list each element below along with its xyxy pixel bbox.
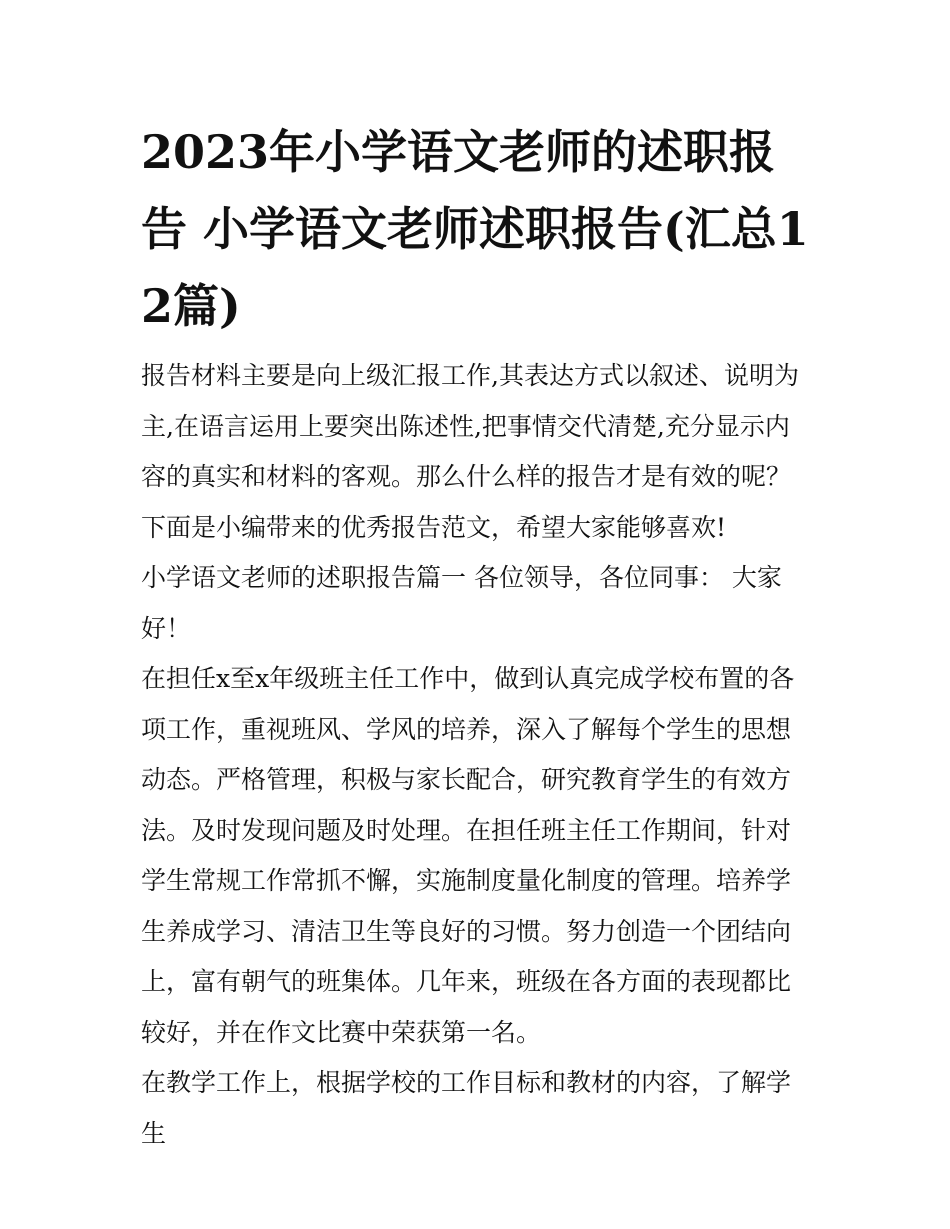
document-title: 2023年小学语文老师的述职报告 小学语文老师述职报告(汇总12篇) (141, 125, 809, 333)
section-heading-paragraph: 小学语文老师的述职报告篇一 各位领导，各位同事： 大家好！ (141, 563, 782, 643)
document-content (141, 114, 813, 1159)
document-body (141, 351, 813, 1159)
teaching-work-paragraph: 在教学工作上，根据学校的工作目标和教材的内容，了解学生 (141, 1068, 792, 1148)
class-teacher-paragraph: 在担任x至x年级班主任工作中，做到认真完成学校布置的各项工作，重视班风、学风的培养，深入了解每个学生的思想动态。严格管理，积极与家长配合，研究教育学生的有效方法。及时发现问题及时处理。在担任班主任工作期间，针对学生常规工作常抓不懈，实施制度量化制度的管理。培养学生养成学习、清洁卫生等良好的习惯。努力创造一个团结向上，富有朝气的班集体。几年来，班级在各方面的表现都比较好，并在作文比赛中荣获第一名。 (141, 664, 795, 1047)
intro-paragraph: 报告材料主要是向上级汇报工作,其表达方式以叙述、说明为主,在语言运用上要突出陈述性,把事情交代清楚,充分显示内容的真实和材料的客观。那么什么样的报告才是有效的呢？下面是小编带来的优秀报告范文，希望大家能够喜欢! (141, 361, 799, 542)
